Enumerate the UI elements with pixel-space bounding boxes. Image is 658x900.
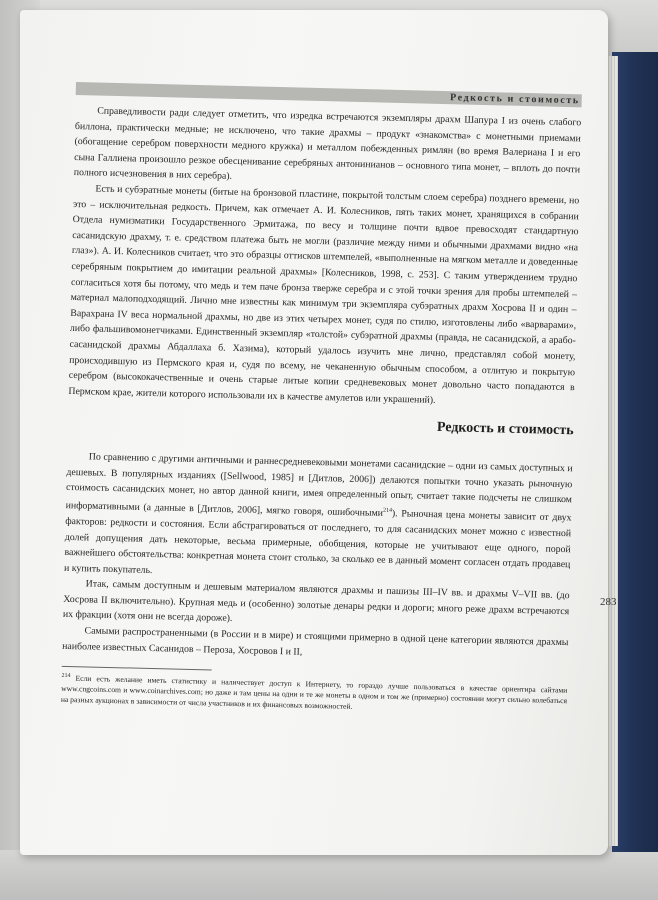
- paragraph-4: Итак, самым доступным и дешевым материалом являются драхмы и пашизы III–IV вв. и драхмы V–VII вв. (до Хосрова II включительно). Крупная медь и (особенно) золотые денары редки и дороги; много реже драхм встречаются их фракции (хотя они не всегда дороже).: [62, 578, 570, 625]
- footnote-marker: 214: [382, 507, 393, 514]
- footnote-number: 214: [61, 673, 71, 680]
- book-page: [20, 10, 617, 855]
- body-text: [61, 103, 582, 717]
- paragraph-5: Самыми распространенными (в России и в мире) и стоящими примерно в одной цене категории являются драхмы наиболее известных Сасанидов – Пероза, Хосровов I и II,: [62, 625, 569, 658]
- running-header-title: Редкость и стоимость: [449, 92, 580, 107]
- paragraph-3: [64, 449, 573, 588]
- paragraph-3-part-1: По сравнению с другими античными и раннесредневековыми монетами сасанидские – одни из самых доступных и дешевых. В популярных изданиях ([Sellwood, 1985] и [Дитлов, 2006]) делаются попытки точно указать рыночную стоимость сасанидских монет, но автор данной книги, имея определенный опыт, считает такие подсчеты не слишком информативными (а данные в [Дитлов, 2006], мягко говоря, ошибочными: [65, 451, 573, 519]
- footnote-divider: [62, 666, 212, 671]
- book-cover-edge: [612, 52, 658, 852]
- page-number: 283: [600, 596, 617, 608]
- footnote-text: Если есть желание иметь статистику и наличествует доступ к Интернету, то гораздо лучше пользоваться в качестве ориентира сайтами www.cngcoins.com и www.coinarchives.com; но даже и там цены на одни и те же монеты в одном и том же (примерно) состоянии могут сильно колебаться на разных аукционах в зависимости от числа участников и их финансовых возможностей.: [60, 673, 568, 711]
- paragraph-2: Есть и субэратные монеты (битые на бронзовой пластине, покрытой толстым слоем серебра) позднего времени, но это – исключительная редкость. Причем, как отмечает А. И. Колесников, пять таких монет, хранящихся в собрании Отдела нумизматики Государственного Эрмитажа, по весу и толщине почти вдвое превосходят стандартную сасанидскую драхму, т. е. средством платежа быть не могли (различие между ними и обычными драхмами видно «на глаз»). А. И. Колесников считает, что это образцы оттисков штемпелей, «выполненные на мягком металле и доведенные серебряным покрытием до имитации реальной драхмы» [Колесников, 1998, с. 253]. С таким утверждением трудно согласиться хотя бы потому, что медь и тем паче бронза тверже серебра и с этой точки зрения для пробы штемпелей – материал малоподходящий. Лично мне известны как минимум три экземпляра субэратных драхм Хосрова II и один – Варахрана IV веса нормальной драхмы, но две из этих четырех монет, судя по стилю, изготовлены либо «варварами», либо фальшивомонетчиками. Единственный экземпляр «толстой» субэратной драхмы (правда, не сасанидской, а арабо-сасанидской драхмы Абдаллаха б. Хазима), который удалось изучить мне лично, представлял собой монету, происходившую из Пермского края и, судя по всему, не чеканенную обычным способом, а отлитую и покрытую серебром (высококачественные и очень старые литые копии средневековых монет довольно часто попадаются в Пермском крае, жители которого использовали их в качестве амулетов или украшений).: [68, 183, 580, 406]
- running-header: [76, 82, 582, 107]
- page-content: [61, 82, 582, 717]
- footnote: [61, 671, 568, 717]
- paragraph-1: Справедливости ради следует отметить, что изредка встречаются экземпляры драхм Шапура I из очень слабого биллона, практически медные; не исключено, что такие драхмы – продукт «знакомства» с монетными приемами (обогащение серебром поверхности медного кружка) и металлом побежденных римлян (во время Валериана I и его сына Галлиена произошло резкое обесценивание серебряных антонинианов – основного типа монет, – вплоть до почти полного исчезновения в них серебра).: [73, 105, 582, 183]
- section-heading: Редкость и стоимость: [436, 420, 574, 439]
- background-bottom: [0, 850, 658, 900]
- paragraph-3-part-2: ). Рыночная цена монеты зависит от двух факторов: редкости и состояния. Если абстрагироваться от последнего, то для сасанидских монет можно с известной долей допущения дать некоторые, весьма примерные, обобщения, которые не учитывают еще одного, порой важнейшего обстоятельства: конкретная монета стоит столько, за сколько ее в данный момент согласен отдать продавец и купить покупатель.: [63, 508, 572, 576]
